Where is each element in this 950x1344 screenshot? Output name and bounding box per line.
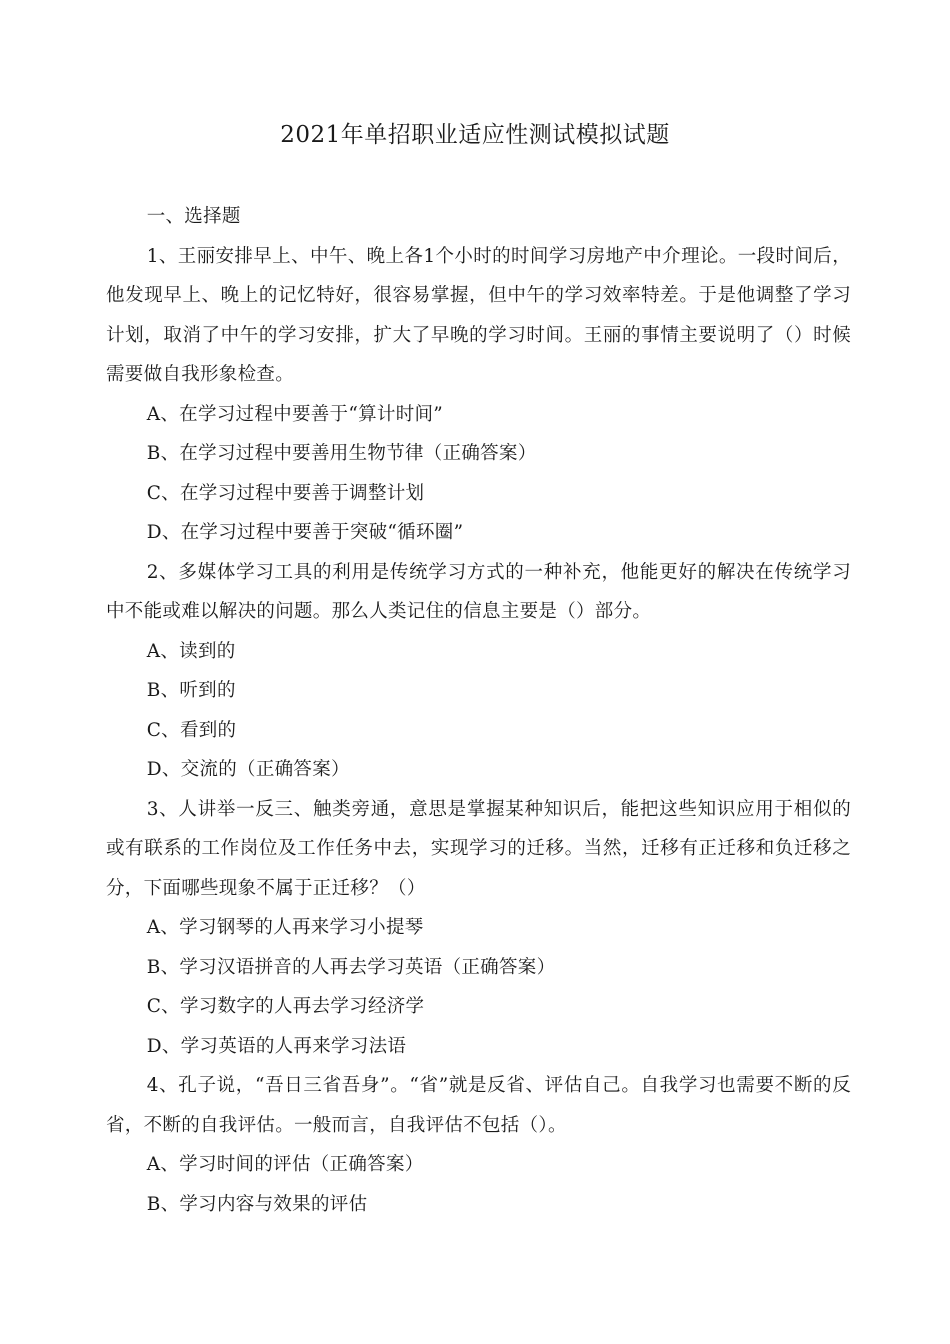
question-3-text: 3、人讲举一反三、触类旁通，意思是掌握某种知识后，能把这些知识应用于相似的或有联系的工作岗位及工作任务中去，实现学习的迁移。当然，迁移有正迁移和负迁移之分，下面哪些现象不属于正迁移？（）	[106, 798, 851, 899]
question-1-option-d: D、在学习过程中要善于突破“循环圈”	[146, 522, 464, 543]
question-2-option-b: B、听到的	[146, 680, 236, 701]
question-4-option-b: B、学习内容与效果的评估	[146, 1193, 368, 1215]
question-2-option-a: A、读到的	[146, 640, 236, 662]
question-2-option-c: C、看到的	[146, 719, 237, 741]
question-2-option-d: D、交流的（正确答案）	[146, 759, 350, 780]
section-heading: 一、选择题	[146, 206, 241, 227]
question-1-text: 1、王丽安排早上、中午、晚上各1个小时的时间学习房地产中介理论。一段时间后，他发现早上、晚上的记忆特好，很容易掌握，但中午的学习效率特差。于是他调整了学习计划，取消了中午的学习安排，扩大了早晚的学习时间。王丽的事情主要说明了（）时候需要做自我形象检查。	[106, 245, 851, 385]
question-2-text: 2、多媒体学习工具的利用是传统学习方式的一种补充，他能更好的解决在传统学习中不能或难以解决的问题。那么人类记住的信息主要是（）部分。	[106, 561, 851, 622]
question-1-option-b: B、在学习过程中要善用生物节律（正确答案）	[146, 443, 537, 464]
question-4-option-a: A、学习时间的评估（正确答案）	[146, 1154, 424, 1175]
question-3-option-c: C、学习数字的人再去学习经济学	[146, 996, 425, 1017]
question-3-option-a: A、学习钢琴的人再来学习小提琴	[146, 917, 424, 938]
question-4-text: 4、孔子说，“吾日三省吾身”。“省”就是反省、评估自己。自我学习也需要不断的反省，不断的自我评估。一般而言，自我评估不包括（）。	[106, 1075, 851, 1136]
document-body	[106, 197, 851, 1224]
document-title: 2021年单招职业适应性测试模拟试题	[280, 122, 670, 148]
question-1-option-a: A、在学习过程中要善于“算计时间”	[146, 403, 444, 425]
question-1-option-c: C、在学习过程中要善于调整计划	[146, 482, 425, 504]
question-3-option-d: D、学习英语的人再来学习法语	[146, 1035, 407, 1057]
question-3-option-b: B、学习汉语拼音的人再去学习英语（正确答案）	[146, 956, 556, 978]
